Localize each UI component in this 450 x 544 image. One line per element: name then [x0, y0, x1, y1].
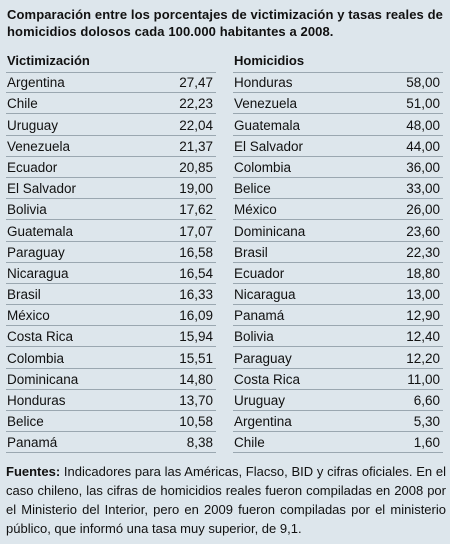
country-name: Panamá — [234, 308, 285, 324]
rate-value: 36,00 — [406, 159, 440, 175]
country-name: Argentina — [234, 414, 292, 430]
table-row — [233, 369, 443, 390]
homicidios-heading: Homicidios — [234, 53, 305, 68]
country-name: Paraguay — [234, 350, 292, 366]
country-name: El Salvador — [7, 181, 77, 197]
country-name: Colombia — [234, 159, 292, 175]
table-row — [233, 72, 443, 93]
victimizacion-rows — [6, 72, 216, 453]
table-row — [233, 114, 443, 135]
rate-value: 19,00 — [179, 181, 213, 197]
country-name: Uruguay — [234, 393, 286, 408]
table-row — [233, 93, 443, 114]
table-row — [6, 242, 216, 263]
sources-note — [6, 462, 446, 538]
rate-value: 44,00 — [406, 138, 440, 154]
rate-value: 16,54 — [179, 265, 213, 281]
table-row — [6, 157, 216, 178]
country-name: El Salvador — [234, 138, 304, 154]
rate-value: 10,58 — [179, 414, 213, 430]
table-row — [6, 220, 216, 241]
rate-value: 15,51 — [179, 350, 213, 366]
rate-value: 22,30 — [406, 244, 440, 260]
country-name: Guatemala — [234, 117, 301, 133]
table-row — [6, 369, 216, 390]
table-row — [233, 284, 443, 305]
rate-value: 11,00 — [407, 371, 440, 387]
rate-value: 23,60 — [406, 223, 440, 239]
table-row — [6, 72, 216, 93]
table-row — [233, 242, 443, 263]
victimizacion-heading: Victimización — [7, 53, 90, 68]
country-name: Uruguay — [7, 117, 59, 133]
rate-value: 33,00 — [406, 181, 440, 197]
rate-value: 51,00 — [406, 96, 440, 112]
figure-title: Comparación entre los porcentajes de victimización y tasas reales de homicidios dolosos cada 100.000 habitantes a 2008. — [7, 7, 443, 39]
country-name: Brasil — [7, 287, 41, 303]
homicidios-column — [233, 52, 443, 453]
country-name: Nicaragua — [234, 287, 296, 303]
table-row — [233, 305, 443, 326]
rate-value: 18,80 — [406, 265, 440, 281]
country-name: Dominicana — [7, 371, 79, 387]
country-name: Guatemala — [7, 223, 74, 239]
rate-value: 48,00 — [406, 117, 440, 133]
table-row — [6, 347, 216, 368]
rate-value: 5,30 — [413, 414, 440, 430]
country-name: Ecuador — [7, 159, 58, 175]
rate-value: 1,60 — [413, 435, 440, 451]
table-row — [6, 263, 216, 284]
table-row — [233, 390, 443, 411]
rate-value: 13,00 — [406, 287, 440, 303]
table-row — [233, 263, 443, 284]
table-row — [233, 157, 443, 178]
country-name: Belice — [234, 181, 271, 197]
rate-value: 14,80 — [179, 371, 213, 387]
rate-value: 22,04 — [179, 117, 213, 133]
rate-value: 8,38 — [186, 435, 213, 451]
country-name: Chile — [7, 96, 38, 112]
country-name: Bolivia — [7, 202, 47, 218]
country-name: Costa Rica — [234, 371, 301, 387]
country-name: Panamá — [7, 435, 58, 451]
homicidios-rows — [233, 72, 443, 453]
country-name: Honduras — [234, 75, 293, 91]
sources-label: Fuentes: — [6, 464, 61, 479]
rate-value: 21,37 — [179, 138, 213, 154]
table-row — [6, 114, 216, 135]
country-name: Brasil — [234, 244, 268, 260]
rate-value: 58,00 — [406, 75, 440, 91]
table-row — [233, 199, 443, 220]
country-name: Colombia — [7, 350, 65, 366]
table-row — [6, 93, 216, 114]
table-row — [6, 284, 216, 305]
rate-value: 12,90 — [406, 308, 440, 324]
rate-value: 12,20 — [406, 350, 440, 366]
table-row — [233, 178, 443, 199]
table-row — [6, 199, 216, 220]
table-row — [233, 326, 443, 347]
country-name: Chile — [234, 435, 265, 451]
rate-value: 6,60 — [413, 393, 440, 408]
table-row — [233, 136, 443, 157]
table-row — [6, 136, 216, 157]
rate-value: 22,23 — [179, 96, 213, 112]
country-name: México — [234, 202, 277, 218]
rate-value: 27,47 — [179, 75, 213, 91]
country-name: Belice — [7, 414, 44, 430]
country-name: Venezuela — [7, 138, 71, 154]
rate-value: 16,09 — [179, 308, 213, 324]
country-name: Dominicana — [234, 223, 306, 239]
table-row — [6, 432, 216, 453]
table-row — [233, 411, 443, 432]
country-name: Costa Rica — [7, 329, 74, 345]
country-name: Honduras — [7, 393, 66, 408]
rate-value: 26,00 — [406, 202, 440, 218]
table-row — [6, 411, 216, 432]
rate-value: 20,85 — [179, 159, 213, 175]
victimizacion-column — [6, 52, 216, 453]
table-row — [6, 326, 216, 347]
rate-value: 16,33 — [179, 287, 213, 303]
table-row — [6, 178, 216, 199]
rate-value: 17,62 — [179, 202, 213, 218]
country-name: México — [7, 308, 50, 324]
rate-value: 16,58 — [179, 244, 213, 260]
table-row — [233, 220, 443, 241]
table-row — [233, 347, 443, 368]
country-name: Venezuela — [234, 96, 298, 112]
country-name: Nicaragua — [7, 265, 69, 281]
table-row — [233, 432, 443, 453]
sources-text: Indicadores para las Américas, Flacso, BID y cifras oficiales. En el caso chileno, las cifras de homicidios reales fueron compiladas en 2008 por el Ministerio del Interior, pero en 2009 fueron compiladas por el ministerio público, que informó una tasa muy superior, de 9,1. — [6, 464, 446, 536]
table-row — [6, 305, 216, 326]
rate-value: 13,70 — [179, 393, 213, 408]
country-name: Argentina — [7, 75, 65, 91]
country-name: Ecuador — [234, 265, 285, 281]
country-name: Paraguay — [7, 244, 65, 260]
table-row — [6, 390, 216, 411]
rate-value: 12,40 — [406, 329, 440, 345]
rate-value: 17,07 — [179, 223, 213, 239]
rate-value: 15,94 — [179, 329, 213, 345]
country-name: Bolivia — [234, 329, 274, 345]
